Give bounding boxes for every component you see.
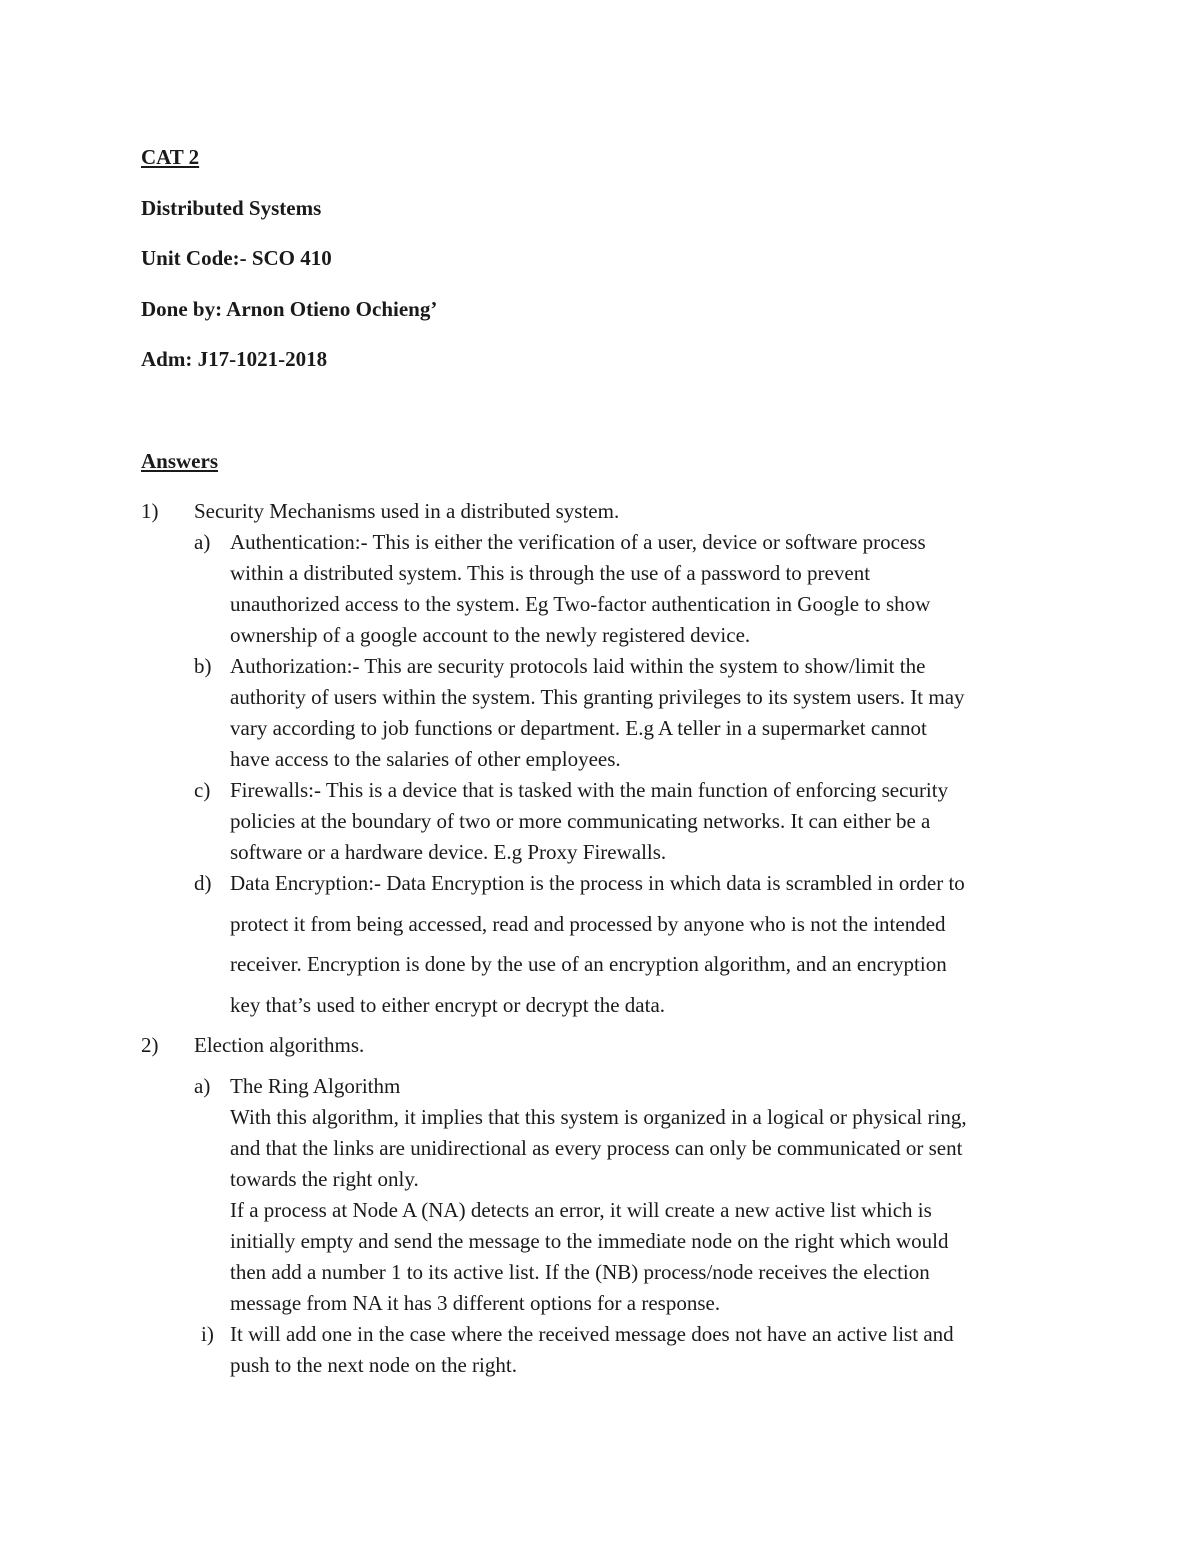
unit-code: Unit Code:- SCO 410	[141, 246, 332, 270]
text-line: and that the links are unidirectional as every process can only be communicated or sent	[230, 1136, 963, 1160]
text-line: Firewalls:- This is a device that is tasked with the main function of enforcing security	[230, 778, 949, 802]
text-line: With this algorithm, it implies that this system is organized in a logical or physical ring,	[230, 1105, 967, 1129]
text-line: Authentication:- This is either the verification of a user, device or software process	[230, 530, 926, 554]
text-line: key that’s used to either encrypt or decrypt the data.	[230, 992, 666, 1017]
item-1c-text	[230, 775, 1070, 868]
cat-title: CAT 2	[141, 145, 200, 169]
question-2-number: 2)	[141, 1033, 159, 1057]
answers-heading: Answers	[141, 449, 218, 473]
item-2a-text	[230, 1071, 1070, 1319]
text-line: Data Encryption:- Data Encryption is the process in which data is scrambled in order to	[230, 871, 965, 895]
course-title: Distributed Systems	[141, 196, 322, 220]
text-line: protect it from being accessed, read and processed by anyone who is not the intended	[230, 911, 946, 936]
item-1a-label: a)	[194, 530, 211, 554]
text-line: push to the next node on the right.	[230, 1353, 517, 1377]
text-line: initially empty and send the message to the immediate node on the right which would	[230, 1229, 949, 1253]
text-line: ownership of a google account to the newly registered device.	[230, 623, 751, 647]
item-1b-label: b)	[194, 654, 212, 678]
item-1a-text	[230, 527, 1070, 651]
text-line: Authorization:- This are security protocols laid within the system to show/limit the	[230, 654, 926, 678]
item-1c-label: c)	[194, 778, 211, 802]
text-line: towards the right only.	[230, 1167, 419, 1191]
text-line: receiver. Encryption is done by the use of an encryption algorithm, and an encryption	[230, 952, 947, 976]
question-1-number: 1)	[141, 499, 159, 523]
item-1d-label: d)	[194, 871, 212, 895]
text-line: authority of users within the system. This granting privileges to its system users. It may	[230, 685, 965, 709]
text-line: policies at the boundary of two or more communicating networks. It can either be a	[230, 809, 931, 833]
admission-number: Adm: J17-1021-2018	[141, 347, 328, 371]
text-line: message from NA it has 3 different options for a response.	[230, 1291, 721, 1315]
text-line: vary according to job functions or department. E.g A teller in a supermarket cannot	[230, 716, 927, 740]
item-2a-i-text	[230, 1319, 1070, 1381]
text-line: then add a number 1 to its active list. If the (NB) process/node receives the election	[230, 1260, 930, 1284]
text-line: within a distributed system. This is through the use of a password to prevent	[230, 561, 871, 585]
item-2a-label: a)	[194, 1074, 211, 1098]
text-line: unauthorized access to the system. Eg Two-factor authentication in Google to show	[230, 592, 931, 616]
text-line: It will add one in the case where the received message does not have an active list and	[230, 1322, 954, 1346]
text-line: software or a hardware device. E.g Proxy Firewalls.	[230, 840, 667, 864]
question-2-title: Election algorithms.	[194, 1033, 365, 1057]
text-line: The Ring Algorithm	[230, 1074, 401, 1098]
author-line: Done by: Arnon Otieno Ochieng’	[141, 297, 438, 321]
question-1-title: Security Mechanisms used in a distributed system.	[194, 499, 620, 523]
item-2a-i-label: i)	[201, 1322, 214, 1346]
text-line: If a process at Node A (NA) detects an error, it will create a new active list which is	[230, 1198, 932, 1222]
item-1d-text	[230, 868, 1070, 1030]
item-1b-text	[230, 651, 1070, 775]
text-line: have access to the salaries of other employees.	[230, 747, 621, 771]
